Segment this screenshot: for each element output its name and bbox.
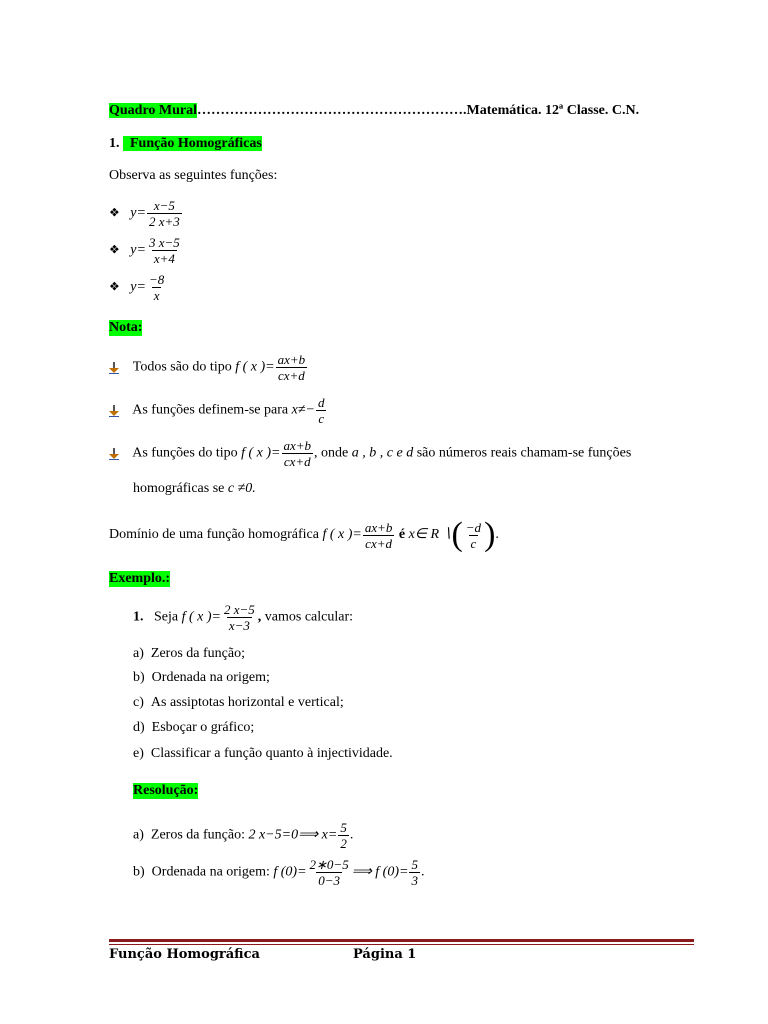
down-arrow-bullet-icon <box>109 448 119 460</box>
section-title <box>109 136 262 152</box>
header-dots: …………………………………………………. <box>197 103 467 118</box>
down-arrow-bullet-icon <box>109 362 119 374</box>
header-line <box>109 103 639 119</box>
function-item: ❖ y= $\frac{-8}{x}$ <box>109 272 165 303</box>
nota-item-2: As funções definem-se para x≠− $\frac{d}{c}$ <box>109 395 327 426</box>
section-title-text: Função Homográficas <box>123 136 262 151</box>
down-arrow-bullet-icon <box>109 405 119 417</box>
task-item: b) Ordenada na origem; <box>133 670 270 685</box>
nota-item-3-line2: homográficas se c ≠0. <box>133 481 256 496</box>
section-number: 1. <box>109 136 120 151</box>
footer-left: Função Homográfica <box>109 947 260 962</box>
resolucao-label: Resolução: <box>133 783 199 798</box>
task-item: d) Esboçar o gráfico; <box>133 720 255 735</box>
footer-rule-thick <box>109 939 694 942</box>
nota-label: Nota: <box>109 320 143 335</box>
diamond-bullet-icon: ❖ <box>109 242 120 257</box>
footer-rule-thin <box>109 944 694 945</box>
header-left: Quadro Mural <box>109 103 198 118</box>
example-question: 1. Seja f ( x )= $\frac{2 x-5}{x-3}$ , vamos calcular: <box>133 602 354 633</box>
nota-item-3: As funções do tipo f ( x )= $\frac{ax+b}{cx+d}$ , onde a , b , c e d são números reais chamam-se funções <box>109 438 631 469</box>
resolution-a: a) Zeros da função: 2 x−5=0⟹ x= $\frac{5}{2}$ . <box>133 820 354 851</box>
task-item: c) As assiptotas horizontal e vertical; <box>133 695 344 710</box>
footer-right: Página 1 <box>353 947 417 962</box>
diamond-bullet-icon: ❖ <box>109 205 120 220</box>
function-item: ❖ y= $\frac{3 x-5}{x+4}$ <box>109 235 180 266</box>
header-right: Matemática. 12ª Classe. C.N. <box>466 103 640 118</box>
exemplo-label: Exemplo.: <box>109 571 171 586</box>
function-item: ❖ y= $\frac{x-5}{2 x+3}$ <box>109 198 180 229</box>
resolution-b: b) Ordenada na origem: f (0)= $\frac{2∗0-5}{0-3}$ ⟹ f (0)= $\frac{5}{3}$ . <box>133 857 425 888</box>
task-item: a) Zeros da função; <box>133 646 245 661</box>
task-item: e) Classificar a função quanto à injectividade. <box>133 746 393 761</box>
domain-line: Domínio de uma função homográfica f ( x )= $\frac{ax+b}{cx+d}$ é x∈ R ∖( $\frac{-d}{c}$ ). <box>109 516 499 553</box>
diamond-bullet-icon: ❖ <box>109 279 120 294</box>
nota-item-1: Todos são do tipo f ( x )= $\frac{ax+b}{cx+d}$ <box>109 352 308 383</box>
intro-text: Observa as seguintes funções: <box>109 168 278 183</box>
